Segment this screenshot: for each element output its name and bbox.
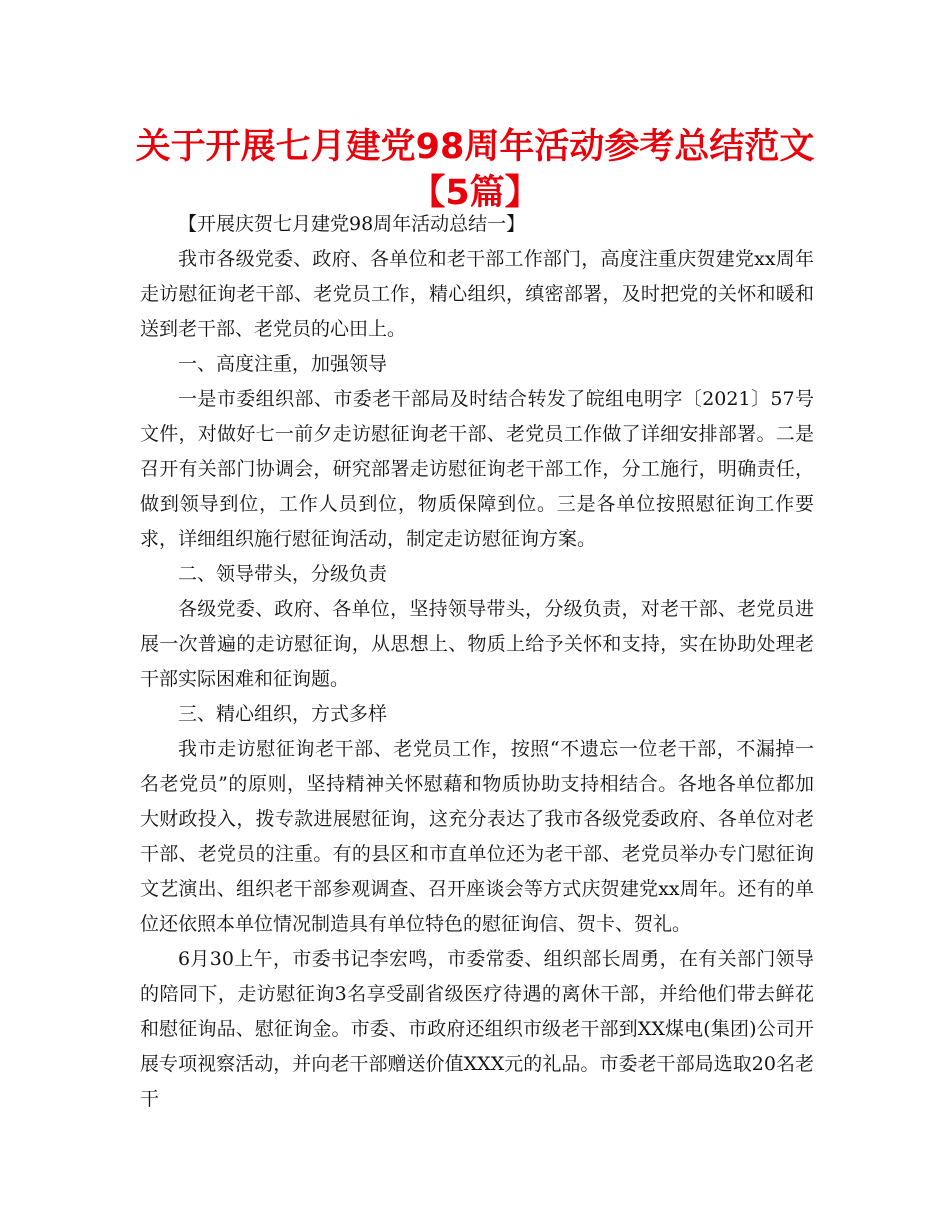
section-heading: 【开展庆贺七月建党98周年活动总结一】 bbox=[178, 213, 526, 235]
section-subheading: 三、精心组织，方式多样 bbox=[178, 703, 388, 725]
document-body bbox=[140, 207, 814, 1117]
document-title: 关于开展七月建党98周年活动参考总结范文【5篇】 bbox=[135, 127, 815, 213]
body-paragraph: 一是市委组织部、市委老干部局及时结合转发了皖组电明字〔2021〕57号文件，对做好七一前夕走访慰征询老干部、老党员工作做了详细安排部署。二是召开有关部门协调会，研究部署走访慰征询老干部工作，分工施行，明确责任，做到领导到位，工作人员到位，物质保障到位。三是各单位按照慰征询工作要求，详细组织施行慰征询活动，制定走访慰征询方案。 bbox=[140, 388, 814, 550]
body-paragraph: 我市走访慰征询老干部、老党员工作，按照“不遗忘一位老干部，不漏掉一名老党员”的原则，坚持精神关怀慰藉和物质协助支持相结合。各地各单位都加大财政投入，拨专款进展慰征询，这充分表达了我市各级党委政府、各单位对老干部、老党员的注重。有的县区和市直单位还为老干部、老党员举办专门慰征询文艺演出、组织老干部参观调查、召开座谈会等方式庆贺建党xx周年。还有的单位还依照本单位情况制造具有单位特色的慰征询信、贺卡、贺礼。 bbox=[140, 738, 814, 935]
section-subheading: 二、领导带头，分级负责 bbox=[178, 563, 388, 585]
body-paragraph: 我市各级党委、政府、各单位和老干部工作部门，高度注重庆贺建党xx周年走访慰征询老干部、老党员工作，精心组织，缜密部署，及时把党的关怀和暖和送到老干部、老党员的心田上。 bbox=[140, 248, 814, 340]
body-paragraph: 6月30上午，市委书记李宏鸣，市委常委、组织部长周勇，在有关部门领导的陪同下，走访慰征询3名享受副省级医疗待遇的离休干部，并给他们带去鲜花和慰征询品、慰征询金。市委、市政府还组织市级老干部到XX煤电(集团)公司开展专项视察活动，并向老干部赠送价值XXX元的礼品。市委老干部局选取20名老干 bbox=[140, 948, 814, 1110]
section-subheading: 一、高度注重，加强领导 bbox=[178, 353, 388, 375]
body-paragraph: 各级党委、政府、各单位，坚持领导带头，分级负责，对老干部、老党员进展一次普遍的走访慰征询，从思想上、物质上给予关怀和支持，实在协助处理老干部实际困难和征询题。 bbox=[140, 598, 814, 690]
